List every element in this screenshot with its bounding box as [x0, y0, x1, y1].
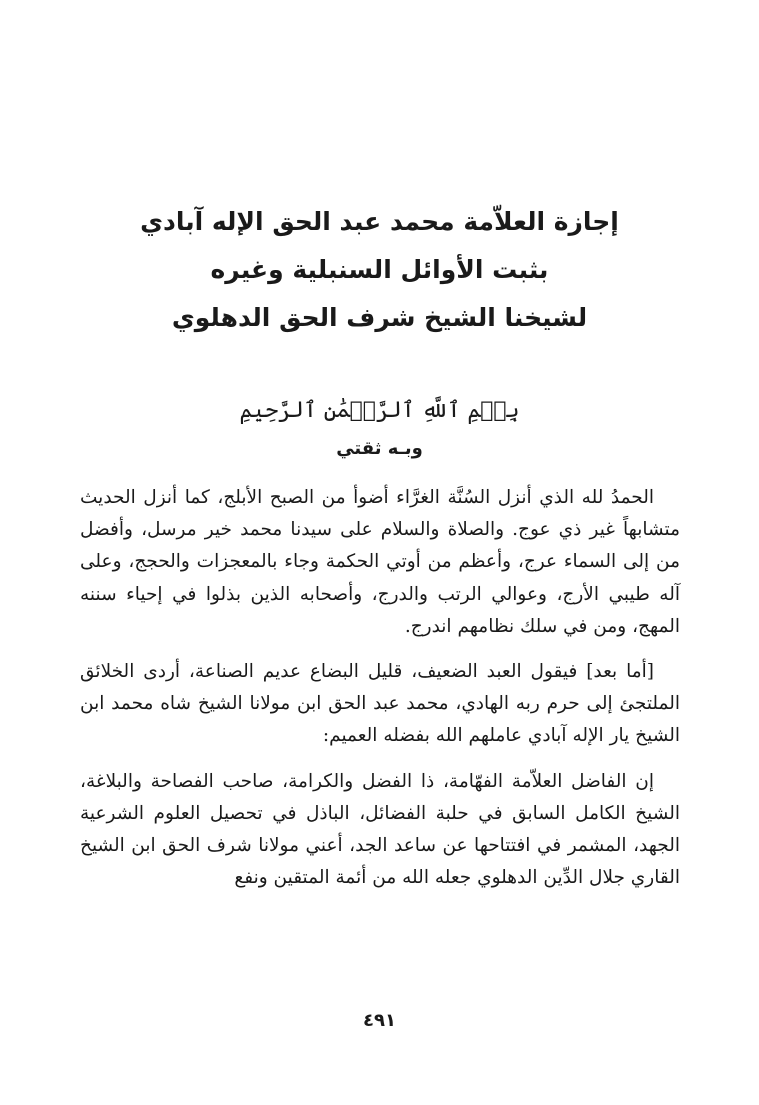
title-line-2: بثبت الأوائل السنبلية وغيره	[210, 255, 549, 284]
title-block	[0, 198, 759, 342]
paragraph-2: [أما بعد] فيقول العبد الضعيف، قليل البضاع عديم الصناعة، أردى الخلائق الملتجئ إلى حرم ربه الهادي، محمد عبد الحق ابن مولانا الشيخ شاه محمد ابن الشيخ يار الإله آبادي عاملهم الله بفضله العميم:	[80, 661, 680, 747]
title-line-3: لشيخنا الشيخ شرف الحق الدهلوي	[171, 303, 588, 332]
page-number: ٤٩١	[363, 1010, 396, 1031]
body-text	[80, 482, 680, 907]
title-line-1: إجازة العلاّمة محمد عبد الحق الإله آبادي	[140, 207, 619, 236]
subheading: وبـه ثقتي	[336, 438, 423, 459]
paragraph-1: الحمدُ لله الذي أنزل السُنَّة الغرَّاء أضوأ من الصبح الأبلج، كما أنزل الحديث متشابهاً غير ذي عوج. والصلاة والسلام على سيدنا محمد خير مرسل، وأفضل من إلى السماء عرج، وأعظم من أوتي الحكمة وجاء بالمعجزات والحجج، وعلى آله طيبي الأرج، وعوالي الرتب والدرج، وأصحابه الذين بذلوا في إحياء سننه المهج، ومن في سلك نظامهم اندرج.	[80, 487, 681, 637]
paragraph-3: إن الفاضل العلاّمة الفهّامة، ذا الفضل والكرامة، صاحب الفصاحة والبلاغة، الشيخ الكامل السابق في حلبة الفضائل، الباذل في تحصيل العلوم الشرعية الجهد، المشمر في افتتاحها عن ساعد الجد، أعني مولانا شرف الحق ابن الشيخ القاري جلال الدِّين الدهلوي جعله الله من أئمة المتقين ونفع	[80, 770, 680, 889]
basmala: بِسۡمِ ٱللَّهِ ٱلرَّحۡمَٰنِ ٱلرَّحِيمِ	[239, 398, 520, 423]
